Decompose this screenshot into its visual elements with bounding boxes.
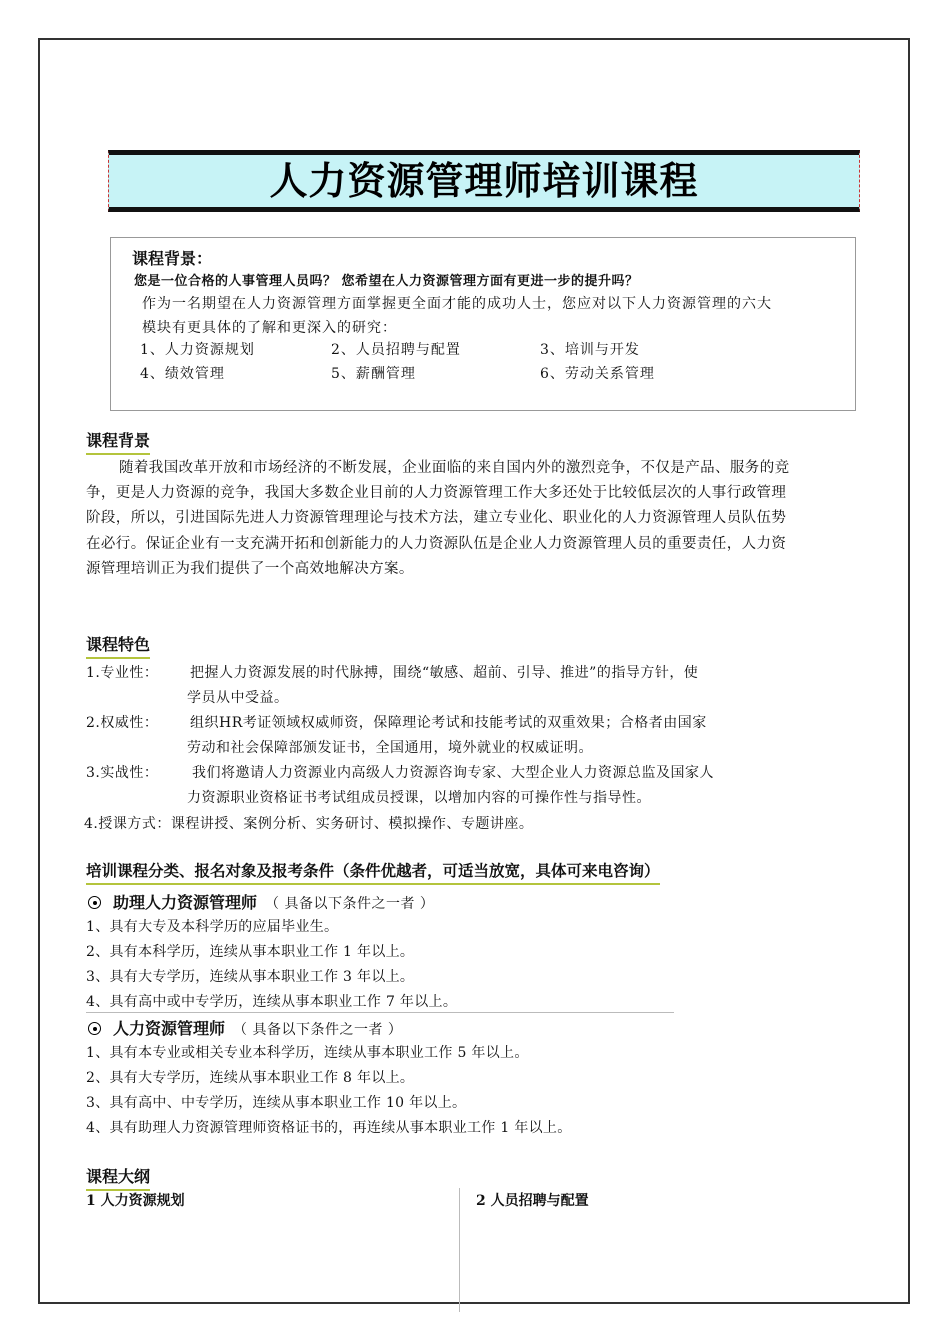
circle-bullet-icon bbox=[88, 896, 101, 909]
outline-heading: 课程大纲 bbox=[86, 1164, 150, 1191]
level-note: （ 具备以下条件之一者 ） bbox=[265, 896, 435, 912]
feature-label: 1.专业性： bbox=[86, 665, 159, 681]
divider bbox=[86, 1012, 674, 1013]
background-heading: 课程背景 bbox=[86, 428, 150, 455]
module-item: 1、人力资源规划 bbox=[140, 342, 255, 358]
outline-item: 1 人力资源规划 bbox=[86, 1193, 185, 1209]
level-note: （ 具备以下条件之一者 ） bbox=[233, 1022, 403, 1038]
column-divider bbox=[459, 1188, 460, 1312]
level-heading-assistant bbox=[88, 890, 434, 913]
module-item: 3、培训与开发 bbox=[540, 342, 640, 358]
feature-label: 3.实战性： bbox=[86, 765, 159, 781]
module-item: 2、人员招聘与配置 bbox=[331, 342, 461, 358]
feature-text: 力资源职业资格证书考试组成员授课，以增加内容的可操作性与指导性。 bbox=[187, 790, 651, 806]
level-heading-hr-manager bbox=[88, 1016, 402, 1039]
features-heading: 课程特色 bbox=[86, 632, 150, 659]
page-title: 人力资源管理师培训课程 bbox=[269, 159, 699, 203]
intro-text-line2: 模块有更具体的了解和更深入的研究： bbox=[142, 320, 397, 336]
circle-bullet-icon bbox=[88, 1022, 101, 1035]
feature-label: 2.权威性： bbox=[86, 715, 159, 731]
module-item: 5、薪酬管理 bbox=[331, 366, 416, 382]
condition-item: 4、具有助理人力资源管理师资格证书的，再连续从事本职业工作 1 年以上。 bbox=[86, 1120, 572, 1136]
feature-text: 劳动和社会保障部颁发证书，全国通用，境外就业的权威证明。 bbox=[187, 740, 593, 756]
feature-text: 把握人力资源发展的时代脉搏，围绕“敏感、超前、引导、推进”的指导方针，使 bbox=[190, 665, 699, 681]
condition-item: 2、具有大专学历，连续从事本职业工作 8 年以上。 bbox=[86, 1070, 415, 1086]
categories-heading: 培训课程分类、报名对象及报考条件（条件优越者，可适当放宽，具体可来电咨询） bbox=[86, 859, 660, 885]
condition-item: 3、具有大专学历，连续从事本职业工作 3 年以上。 bbox=[86, 969, 415, 985]
feature-text: 我们将邀请人力资源业内高级人力资源咨询专家、大型企业人力资源总监及国家人 bbox=[192, 765, 714, 781]
condition-item: 1、具有本专业或相关专业本科学历，连续从事本职业工作 5 年以上。 bbox=[86, 1045, 529, 1061]
feature-text: 组织HR考证领域权威师资，保障理论考试和技能考试的双重效果；合格者由国家 bbox=[190, 715, 707, 731]
title-banner bbox=[108, 150, 860, 212]
level-title: 人力资源管理师 bbox=[113, 1019, 226, 1038]
condition-item: 1、具有大专及本科学历的应届毕业生。 bbox=[86, 919, 339, 935]
condition-item: 3、具有高中、中专学历，连续从事本职业工作 10 年以上。 bbox=[86, 1095, 467, 1111]
intro-text-line1: 作为一名期望在人力资源管理方面掌握更全面才能的成功人士，您应对以下人力资源管理的六大 bbox=[142, 296, 772, 312]
condition-item: 2、具有本科学历，连续从事本职业工作 1 年以上。 bbox=[86, 944, 415, 960]
module-item: 4、绩效管理 bbox=[140, 366, 225, 382]
background-paragraph: 随着我国改革开放和市场经济的不断发展，企业面临的来自国内外的激烈竞争，不仅是产品、服务的竞争，更是人力资源的竞争，我国大多数企业目前的人力资源管理工作大多还处于比较低层次的人事行政管理阶段，所以，引进国际先进人力资源管理理论与技术方法，建立专业化、职业化的人力资源管理人员队伍势在必行。保证企业有一支充满开拓和创新能力的人力资源队伍是企业人力资源管理人员的重要责任，人力资源管理培训正为我们提供了一个高效地解决方案。 bbox=[86, 460, 790, 577]
level-title: 助理人力资源管理师 bbox=[113, 893, 258, 912]
teaching-method: 4.授课方式：课程讲授、案例分析、实务研讨、模拟操作、专题讲座。 bbox=[84, 816, 534, 832]
intro-question: 您是一位合格的人事管理人员吗？ 您希望在人力资源管理方面有更进一步的提升吗？ bbox=[134, 274, 639, 289]
module-item: 6、劳动关系管理 bbox=[540, 366, 655, 382]
feature-text: 学员从中受益。 bbox=[187, 690, 289, 706]
outline-item: 2 人员招聘与配置 bbox=[476, 1193, 589, 1209]
condition-item: 4、具有高中或中专学历，连续从事本职业工作 7 年以上。 bbox=[86, 994, 458, 1010]
intro-heading: 课程背景： bbox=[132, 249, 213, 268]
